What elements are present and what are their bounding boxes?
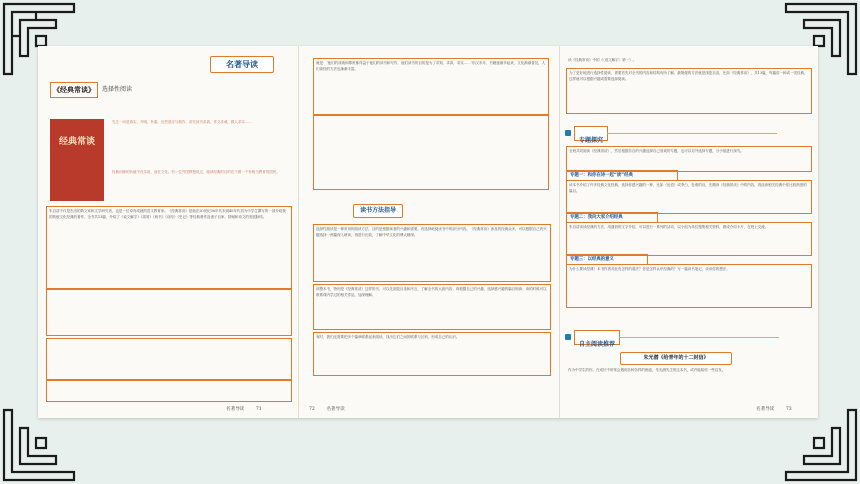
quote-two: 经典训练的价值不在实用，而在文化。有一位外国教授说过，阅读经典的目的在于做一个有相当教育的国民。 bbox=[112, 170, 280, 174]
book-spread bbox=[38, 46, 818, 418]
intro-paragraph: 朱自清不仅是杰出的散文家和文学研究者，也是一位卓有成就的语文教育家。《经典常谈》是他在20世纪30年代末到40年代初为中学生撰写的一部介绍我国传统文化经典的著作，全书共13篇，介绍了《说文解字》《周易》《尚书》《诗经》《史记》等经典著作及诸子百家、辞赋和诗文的发展脉络。 bbox=[46, 206, 292, 290]
footer-right bbox=[756, 406, 792, 412]
subtitle: 选择性阅读 bbox=[102, 86, 133, 93]
self-reading-text: 自主阅读推荐 bbox=[579, 341, 616, 348]
footer-middle bbox=[309, 406, 345, 412]
right-top-line: 读《经典常谈》中的《〈说文解字〉第一》。 bbox=[568, 58, 637, 62]
research-intro: 全班共同阅读《经典常谈》，然后根据各自的兴趣选择自己喜欢的专题，也可以另外选择专题，分小组进行探究。 bbox=[566, 146, 812, 172]
page-left bbox=[38, 46, 296, 418]
bullet-marker bbox=[565, 334, 571, 340]
footer-left bbox=[226, 406, 262, 412]
highlight-box-4 bbox=[46, 380, 292, 402]
reading-method-heading bbox=[353, 204, 403, 218]
footer-right-number: 73 bbox=[785, 407, 792, 412]
book-cover-image bbox=[50, 119, 104, 201]
highlight-box-3 bbox=[46, 338, 292, 380]
section-title-text: 名著导读 bbox=[226, 60, 258, 69]
page-right bbox=[559, 46, 819, 418]
topic-three-title: 专题三：以经典的意义 bbox=[570, 257, 614, 262]
book-title: 《经典常谈》 bbox=[53, 85, 95, 94]
footer-right-label: 名著导读 bbox=[756, 407, 775, 412]
footer-left-number: 71 bbox=[255, 407, 262, 412]
topic-one-text: 读本书介绍了许多经典文化经典，选择你感兴趣的一种，比如《论语》或李白，杜甫的诗，先精读《经典常谈》中的内容，再选读相关经典中你比较熟悉的篇目。 bbox=[566, 180, 812, 214]
book-cover-title: 经典常谈 bbox=[58, 137, 95, 147]
quote-one: 先生一向爱真实，开明，朴素，厌恶虚浮与做作，讲究读书求真，作文求诚，做人求实…… bbox=[112, 120, 252, 124]
middle-body-three: 有时，我们还需要把多个篇章联系起来阅读，找出它们之间的联系与区别，形成自己的认识。 bbox=[313, 332, 551, 376]
reading-method-heading-text: 读书方法指导 bbox=[359, 207, 396, 214]
topic-two-text: 朱自清谈读经典的方法，用通俗的文字介绍，可以进行一系列的活动，以小组为单位搜集相关资料，做成介绍卡片，在班上交流。 bbox=[566, 222, 812, 256]
highlight-box-2 bbox=[46, 288, 292, 336]
book-title-box bbox=[50, 82, 98, 98]
topic-three-text: 为什么要读经典？本书作者对此有怎样的看法？你是怎样认识经典的？写一篇读书笔记，谈谈你的想法。 bbox=[566, 264, 812, 308]
footer-middle-label: 名著导读 bbox=[326, 407, 345, 412]
footer-middle-number: 72 bbox=[309, 407, 315, 412]
recommended-book-title: 朱光潜《给青年的十二封信》 bbox=[643, 355, 709, 361]
recommended-book bbox=[620, 352, 732, 365]
ribbon-rule bbox=[619, 337, 779, 338]
right-top-paragraph: 为了更好地进行选择性阅读，需要首先对全书的内容和结构有所了解。最简便的方法就是浏览目录，比如《经典常谈》，共13篇，每篇讲一种或一类经典，这样就可以根据兴趣或需要选择阅读。 bbox=[566, 68, 812, 114]
highlight-box-5 bbox=[313, 114, 549, 190]
research-topics-label bbox=[574, 126, 608, 144]
page-middle bbox=[298, 46, 559, 418]
footer-left-label: 名著导读 bbox=[226, 407, 245, 412]
middle-body-two: 读整本书，特别是《经典常谈》这样的书，可以先浏览目录和序言，了解全书的大致内容；再根据自己的兴趣，选择感兴趣的篇目细读；读的时候可以联系课内学过的相关作品，加深理解。 bbox=[313, 284, 551, 330]
recommended-book-text: 作为中学生的你，在成长中常常会遇到各种各样的困惑，朱光潜先生的这本书，或许能给你一些启发。 bbox=[568, 368, 726, 372]
topic-one-title: 专题一：和你在诗一起“读”经典 bbox=[570, 173, 633, 178]
topic-two-title: 专题二：我向大家介绍经典 bbox=[570, 215, 623, 220]
self-reading-label bbox=[574, 330, 620, 348]
middle-body-one: 选择性阅读是一种常用的阅读方法，目的是根据读者的兴趣和需要，有选择地阅读书中的部分内容。《经典常谈》涉及的经典众多，可以根据自己的兴趣选择一两篇深入研读，再进行比较，了解中华文化的博大精深。 bbox=[313, 224, 551, 282]
research-topics-text: 专题探究 bbox=[579, 137, 604, 144]
bullet-marker bbox=[565, 130, 571, 136]
middle-top-paragraph: 就是：‘他们的成就和尊贵都得益于他们的读书和写作，他们读书的目的是为了求知，求真，求实……’东汉末年，书籍逐渐多起来，文化渐渐普及，人们读经的方法也渐渐丰富。 bbox=[313, 58, 549, 116]
section-title bbox=[210, 56, 274, 73]
ribbon-rule bbox=[607, 133, 777, 134]
